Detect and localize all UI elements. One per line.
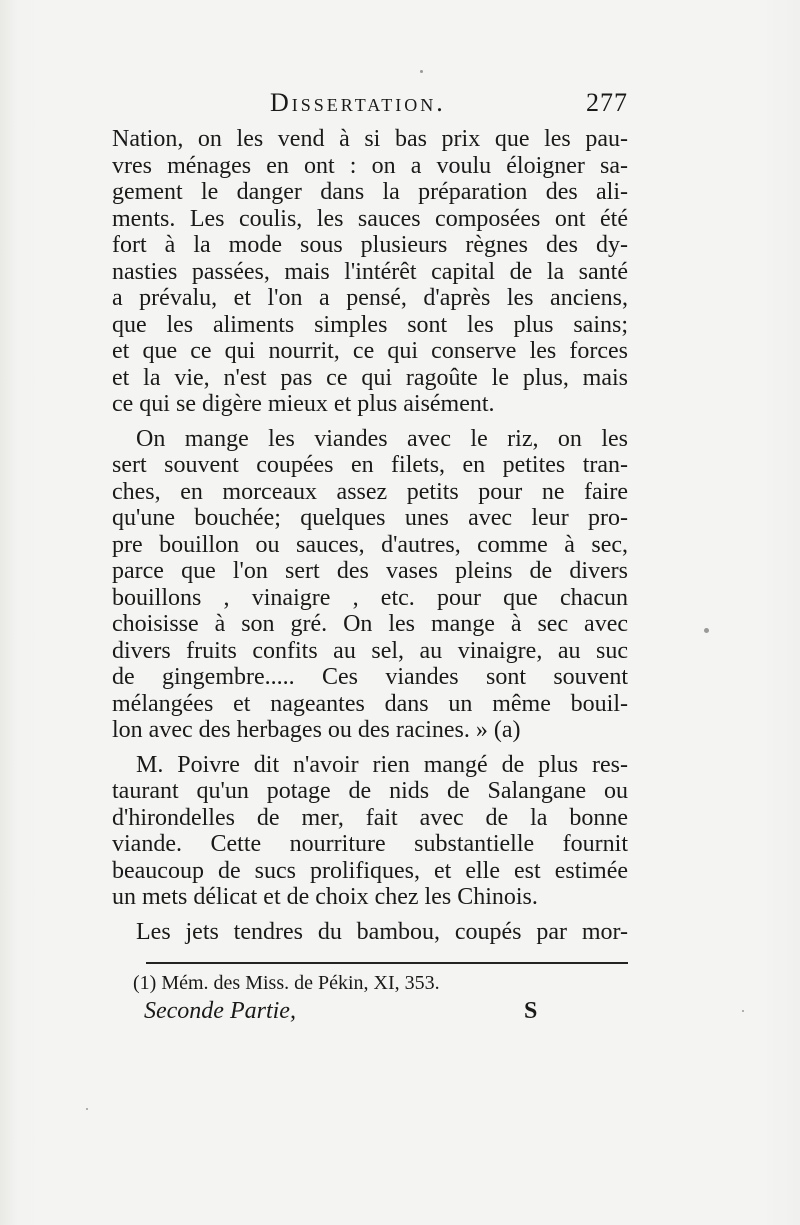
text-line: divers fruits confits au sel, au vinaigre, au suc (112, 637, 628, 664)
text-line: ments. Les coulis, les sauces composées ont été (112, 205, 628, 232)
text-line: parce que l'on sert des vases pleins de divers (112, 558, 628, 584)
text-line: et la vie, n'est pas ce qui ragoûte le plus, mais (112, 364, 628, 391)
text-line-content: Les jets tendres du bambou, coupés par mor- (136, 918, 628, 945)
paper-speck (742, 1010, 744, 1012)
paper-speck (704, 628, 709, 633)
paper-speck (86, 1108, 88, 1110)
text-line-content: M. Poivre dit n'avoir rien mangé de plus res- (136, 751, 628, 778)
text-line (112, 426, 628, 453)
text-line: un mets délicat et de choix chez les Chinois. (112, 884, 538, 910)
page-number: 277 (586, 88, 628, 117)
text-line: qu'une bouchée; quelques unes avec leur pro- (112, 505, 628, 531)
text-line: et que ce qui nourrit, ce qui conserve les forces (112, 338, 628, 364)
text-line: lon avec des herbages ou des racines. » (a) (112, 717, 521, 743)
text-line: d'hirondelles de mer, fait avec de la bonne (112, 804, 628, 831)
text-line: vres ménages en ont : on a voulu éloigner sa- (112, 152, 628, 179)
text-line: taurant qu'un potage de nids de Salangane ou (112, 778, 628, 804)
paragraph (112, 919, 628, 946)
text-line: de gingembre..... Ces viandes sont souvent (112, 664, 628, 690)
paper-speck (420, 70, 423, 73)
text-line: beaucoup de sucs prolifiques, et elle est estimée (112, 857, 628, 884)
text-line: a prévalu, et l'on a pensé, d'après les anciens, (112, 285, 628, 311)
text-line: bouillons , vinaigre , etc. pour que chacun (112, 584, 628, 611)
text-line: choisisse à son gré. On les mange à sec avec (112, 611, 628, 637)
text-line: viande. Cette nourriture substantielle fournit (112, 831, 628, 857)
page-header (112, 88, 628, 128)
body-text (112, 126, 628, 945)
text-line: mélangées et nageantes dans un même bouil- (112, 690, 628, 717)
paragraph (112, 426, 628, 744)
signature-mark-text: Seconde Partie, (144, 998, 296, 1024)
text-line (112, 752, 628, 779)
running-title: Dissertation. (270, 88, 446, 117)
text-line: fort à la mode sous plusieurs règnes des dy- (112, 232, 628, 258)
signature-letter: S (524, 998, 538, 1024)
text-line: Nation, on les vend à si bas prix que les pau- (112, 126, 628, 152)
text-line: ches, en morceaux assez petits pour ne faire (112, 478, 628, 505)
text-line: que les aliments simples sont les plus sains; (112, 311, 628, 338)
text-line-content: On mange les viandes avec le riz, on les (136, 425, 628, 452)
text-line: sert souvent coupées en filets, en petites tran- (112, 452, 628, 478)
text-line (112, 919, 628, 946)
paragraph (112, 126, 628, 418)
paragraph (112, 752, 628, 911)
footnote: (1) Mém. des Miss. de Pékin, XI, 353. (133, 972, 440, 994)
footnote-rule (146, 962, 628, 964)
text-line: gement le danger dans la préparation des ali- (112, 179, 628, 205)
text-line: ce qui se digère mieux et plus aisément. (112, 391, 495, 417)
text-line: nasties passées, mais l'intérêt capital de la santé (112, 258, 628, 285)
text-line: pre bouillon ou sauces, d'autres, comme à sec, (112, 531, 628, 558)
